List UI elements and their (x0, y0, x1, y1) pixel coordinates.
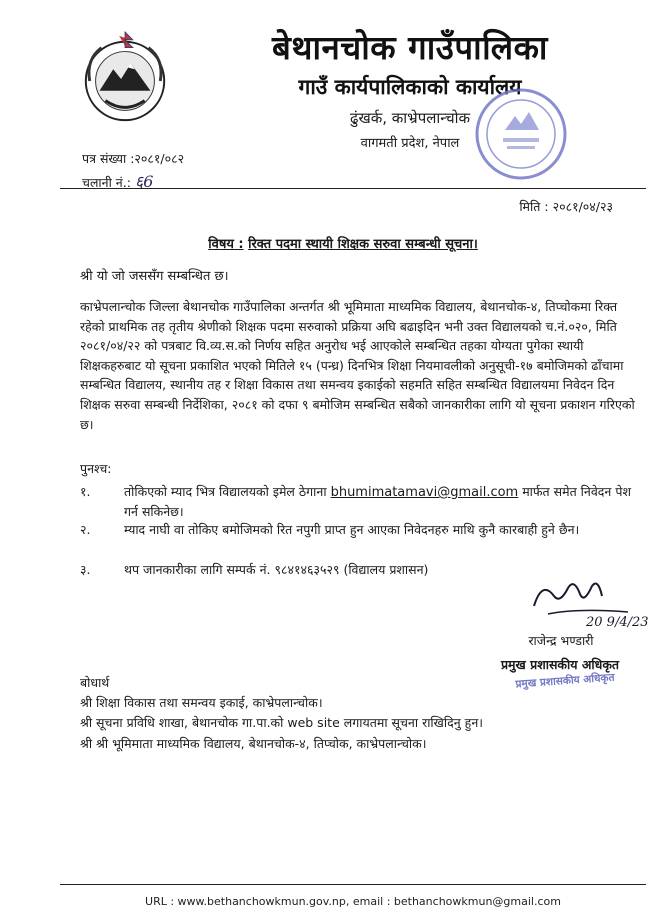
postscript-item-text: म्याद नाघी वा तोकिए बमोजिमको रित नपुगी प्राप्त हुन आएका निवेदनहरु माथि कुनै कारबाही हुने छैन। (124, 522, 580, 537)
address-line-1: ढुंखर्क, काभ्रेपलान्चोक (350, 109, 470, 127)
letter-number-value: २०८१/०८२ (134, 151, 185, 166)
address-line-2: वागमती प्रदेश, नेपाल (360, 136, 460, 151)
dispatch-number-value: ६6 (134, 172, 154, 191)
cc-line-1: श्री शिक्षा विकास तथा समन्वय इकाई, काभ्रेपलान्चोक। (80, 695, 323, 710)
signatory-name: राजेन्द्र भण्डारी (528, 633, 594, 648)
postscript-item-text (124, 482, 640, 521)
date-label: मिति : (519, 199, 549, 214)
cc-line-3: श्री श्री भूमिमाता माध्यमिक विद्यालय, बेथानचोक-४, तिप्चोक, काभ्रेपलान्चोक। (80, 736, 427, 751)
letter-number (82, 150, 184, 167)
nepal-emblem-icon (76, 30, 174, 128)
body-paragraph: काभ्रेपलान्चोक जिल्ला बेथानचोक गाउँपालिका अन्तर्गत श्री भूमिमाता माध्यमिक विद्यालय, बेथानचोक-४, तिप्चोकमा रिक्त रहेको प्राथमिक तह तृतीय श्रेणीको शिक्षक पदमा सरुवाको प्रक्रिया अघि बढाइदिन भनी उक्त विद्यालयको च.नं.०२०, मिति २०८१/०४/२२ को पत्रबाट वि.व्य.स.को निर्णय सहित अनुरोध भई आएकोले सम्बन्धित तहका योग्यता पुगेका स्थायी शिक्षकहरुबाट यो सूचना प्रकाशित भएको मितिले १५ (पन्ध्र) दिनभित्र शिक्षा नियमावलीको अनुसूची-१७ बमोजिमको ढाँचामा सम्बन्धित विद्यालय, स्थानीय तह र शिक्षा विकास तथा समन्वय इकाईको सहमति सहित सम्बन्धित विद्यालयमा निवेदन दिन शिक्षक सरुवा सम्बन्धी निर्देशिका, २०८१ को दफा ९ बमोजिम सम्बन्धित सबैको जानकारीका लागि यो सूचना प्रकाशन गरिएको छ। (80, 299, 635, 432)
header-divider (60, 188, 646, 189)
footer-contact: URL : www.bethanchowkmun.gov.np, email : bethanchowkmun@gmail.com (145, 895, 561, 908)
postscript-item-1 (80, 482, 640, 521)
subject-text: रिक्त पदमा स्थायी शिक्षक सरुवा सम्बन्धी सूचना। (248, 237, 478, 252)
school-email-link[interactable]: bhumimatamavi@gmail.com (330, 485, 519, 500)
cc-label: बोधार्थ (80, 675, 110, 690)
postscript-item-before: तोकिएको म्याद भित्र विद्यालयको इमेल ठेगाना (124, 484, 331, 499)
salutation: श्री यो जो जससँग सम्बन्धित छ। (80, 269, 229, 284)
office-title: बेथानचोक गाउँपालिका (272, 28, 548, 67)
postscript-item-2 (80, 520, 640, 539)
dispatch-number-label: चलानी नं.: (82, 175, 131, 190)
signatory-title: प्रमुख प्रशासकीय अधिकृत (500, 657, 620, 672)
postscript-item-number: ३. (80, 562, 91, 577)
signatory-stamp: प्रमुख प्रशासकीय अधिकृत (515, 671, 615, 691)
office-stamp-icon (471, 84, 571, 184)
subject-label: विषय : (208, 237, 244, 252)
postscript-label: पुनश्च: (80, 461, 112, 476)
signature-date: 20 9/4/23 (586, 615, 649, 630)
date-value: २०८१/०४/२३ (552, 199, 613, 214)
postscript-item-text: थप जानकारीका लागि सम्पर्क नं. ९८४१४६३५२९ (विद्यालय प्रशासन) (124, 562, 429, 577)
postscript-item-number: १. (80, 484, 91, 499)
signature-icon (528, 570, 649, 630)
letter-date (519, 198, 613, 215)
letter-number-label: पत्र संख्या : (82, 151, 135, 166)
footer-divider (60, 884, 646, 885)
office-subtitle: गाउँ कार्यपालिकाको कार्यालय (298, 75, 522, 99)
postscript-item-number: २. (80, 522, 91, 537)
subject-line (60, 234, 626, 252)
postscript-item-after: मार्फत समेत निवेदन पेश गर्न सकिनेछ। (124, 484, 631, 519)
cc-line-2: श्री सूचना प्रविधि शाखा, बेथानचोक गा.पा.को web site लगायतमा सूचना राखिदिनु हुन। (80, 715, 483, 730)
